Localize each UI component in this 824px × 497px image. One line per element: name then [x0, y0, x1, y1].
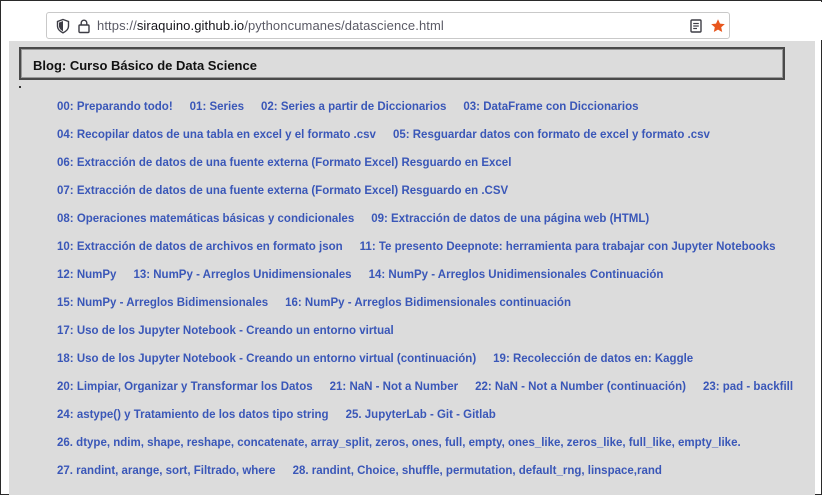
lesson-link[interactable]: 03: DataFrame con Diccionarios: [463, 101, 639, 113]
lesson-link[interactable]: 16: NumPy - Arreglos Bidimensionales continuación: [285, 297, 571, 309]
lesson-link[interactable]: 01: Series: [189, 101, 245, 113]
lesson-row: [57, 409, 513, 425]
lesson-link[interactable]: 24: astype() y Tratamiento de los datos tipo string: [57, 409, 329, 421]
lesson-link[interactable]: 07: Extracción de datos de una fuente externa (Formato Excel) Resguardo en .CSV: [57, 185, 509, 197]
lesson-link[interactable]: 02: Series a partir de Diccionarios: [261, 101, 447, 113]
lesson-link[interactable]: 05: Resguardar datos con formato de excel y formato .csv: [392, 129, 710, 141]
reader-view-icon[interactable]: [688, 18, 704, 34]
lesson-link[interactable]: 26. dtype, ndim, shape, reshape, concatenate, array_split, zeros, ones, full, empty, ones_like, zeros_like, full_like, empty_like.: [57, 437, 741, 449]
lesson-row: [57, 157, 528, 173]
lesson-link[interactable]: 14: NumPy - Arreglos Unidimensionales Continuación: [368, 269, 664, 281]
blog-header: [19, 47, 785, 80]
lock-icon[interactable]: [76, 18, 92, 34]
lesson-row: [57, 381, 810, 397]
url-host: siraquino.github.io: [136, 18, 245, 33]
address-bar[interactable]: [46, 12, 730, 39]
lesson-link[interactable]: 09: Extracción de datos de una página web (HTML): [371, 213, 650, 225]
lesson-link[interactable]: 11: Te presento Deepnote: herramienta para trabajar con Jupyter Notebooks: [359, 241, 776, 253]
lesson-link[interactable]: 17: Uso de los Jupyter Notebook - Creando un entorno virtual: [57, 325, 394, 337]
lesson-link[interactable]: 28. randint, Choice, shuffle, permutation, default_rng, linspace,rand: [292, 465, 662, 477]
lesson-row: [57, 269, 680, 285]
lesson-row: [57, 353, 710, 369]
lesson-row: [57, 297, 588, 313]
browser-toolbar: [2, 2, 822, 40]
lesson-link[interactable]: 15: NumPy - Arreglos Bidimensionales: [57, 297, 269, 309]
lesson-link[interactable]: 27. randint, arange, sort, Filtrado, where: [57, 465, 276, 477]
lesson-row: [57, 213, 666, 229]
lesson-link[interactable]: 00: Preparando todo!: [57, 101, 173, 113]
lesson-link[interactable]: 12: NumPy: [57, 269, 117, 281]
lesson-link[interactable]: 08: Operaciones matemáticas básicas y condicionales: [57, 213, 355, 225]
lesson-link[interactable]: 18: Uso de los Jupyter Notebook - Creando un entorno virtual (continuación): [57, 353, 477, 365]
lesson-link[interactable]: 19: Recolección de datos en: Kaggle: [493, 353, 694, 365]
page-title: Blog: Curso Básico de Data Science: [33, 58, 257, 73]
lesson-row: [57, 129, 727, 145]
lesson-link[interactable]: 10: Extracción de datos de archivos en formato json: [57, 241, 343, 253]
lesson-row: [57, 185, 525, 201]
lesson-row: [57, 465, 679, 481]
lesson-row: [57, 325, 411, 341]
lesson-link[interactable]: 20: Limpiar, Organizar y Transformar los Datos: [57, 381, 313, 393]
lesson-link[interactable]: 25. JupyterLab - Git - Gitlab: [345, 409, 496, 421]
url-text[interactable]: [97, 18, 444, 33]
lesson-row: [57, 241, 793, 257]
lesson-link[interactable]: 13: NumPy - Arreglos Unidimensionales: [133, 269, 352, 281]
lesson-link[interactable]: 06: Extracción de datos de una fuente externa (Formato Excel) Resguardo en Excel: [57, 157, 512, 169]
url-prefix: https://: [97, 18, 137, 33]
lesson-link[interactable]: 04: Recopilar datos de una tabla en excel y el formato .csv: [57, 129, 376, 141]
lesson-link[interactable]: 22: NaN - Not a Number (continuación): [475, 381, 686, 393]
shield-icon[interactable]: [55, 18, 71, 34]
lesson-link[interactable]: 21: NaN - Not a Number: [329, 381, 459, 393]
bullet-dot: [19, 86, 21, 88]
lesson-row: [57, 437, 758, 453]
url-path: /pythoncumanes/datascience.html: [244, 18, 444, 33]
lesson-link[interactable]: 23: pad - backfill: [702, 381, 794, 393]
lesson-row: [57, 101, 656, 117]
page-content: [9, 41, 815, 495]
bookmark-star-icon[interactable]: [710, 18, 726, 34]
